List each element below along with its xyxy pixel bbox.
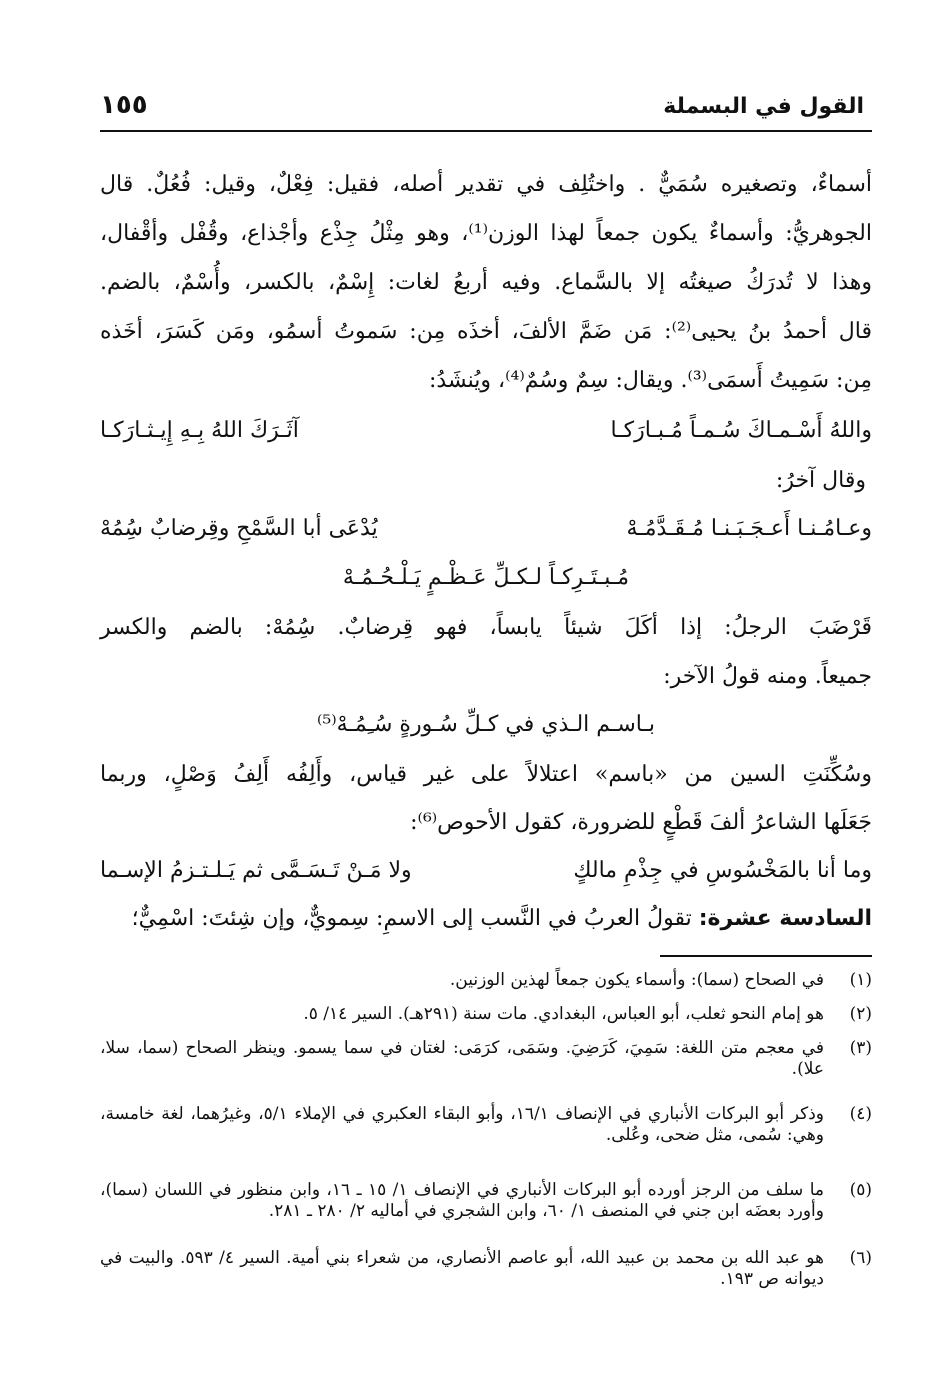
body-text: تقولُ العربُ في النَّسب إلى الاسمِ: سِمويٌّ، وإن شِئتَ: اسْمِيٌّ؛ — [131, 906, 692, 931]
footnote — [100, 1104, 872, 1164]
verse-hemistich: واللهُ أَسْـمـاكَ سُـمـاً مُـبـارَكـا — [610, 418, 872, 443]
verse-hemistich: وعـامُـنـا أَعـجَـبَـنـا مُـقَـدَّمُـهْ — [626, 516, 872, 541]
section-heading: السادسة عشرة: — [698, 906, 872, 931]
verse-hemistich: ولا مَـنْ تَـسَـمَّى ثم يَـلـتـزمُ الإسـما — [100, 858, 412, 883]
footnote-number: (٣) — [849, 1038, 872, 1058]
footnote — [100, 1248, 872, 1308]
body-line: جَعَلَها الشاعرُ ألفَ قَطْعٍ للضرورة، كقول الأحوص⁽⁶⁾: — [410, 810, 872, 835]
footnote — [100, 1180, 872, 1240]
footnote-number: (٦) — [849, 1248, 872, 1268]
verse-line — [100, 418, 872, 452]
running-header — [100, 88, 872, 132]
footnote-divider — [660, 955, 872, 957]
footnote — [100, 1004, 872, 1028]
body-line: وهذا لا تُدرَكُ صيغتُه إلا بالسَّماع. وفيه أربعُ لغات: إِسْمٌ، بالكسر، وأُسْمٌ، بالضم. — [100, 270, 872, 295]
footnote-number: (٤) — [849, 1104, 872, 1124]
body-line: وسُكِّنَتِ السين من «باسم» اعتلالاً على غير قياس، وأَلِفُه أَلِفُ وَصْلٍ، وربما — [100, 762, 872, 787]
verse-line — [100, 516, 872, 550]
chapter-title: القول في البسملة — [663, 94, 864, 119]
body-line: وقال آخرُ: — [775, 468, 866, 493]
verse-hemistich: آثَـرَكَ اللهُ بِـهِ إِيـثـارَكـا — [100, 418, 299, 443]
footnote-number: (١) — [849, 970, 872, 990]
body-line: مِن: سَمِيتُ أَسمَى⁽³⁾. ويقال: سِمٌ وسُمٌ⁽⁴⁾، ويُنشَدُ: — [429, 368, 872, 393]
footnote-text: هو إمام النحو ثعلب، أبو العباس، البغدادي. مات سنة (٢٩١هـ). السير ١٤/ ٥. — [303, 1004, 824, 1024]
verse-line: مُـبـتَـرِكـاً لـكـلِّ عَـظْـمٍ يَـلْـحُـمُـهْ — [342, 565, 630, 590]
footnote — [100, 970, 872, 994]
footnote-text: هو عبد الله بن محمد بن عبيد الله، أبو عاصم الأنصاري، من شعراء بني أمية. السير ٤/ ٥٩٣. والبيت في ديوانه ص ١٩٣. — [100, 1248, 824, 1290]
footnote-text: في معجم متن اللغة: سَمِيَ، كَرَضِيَ. وسَمَى، كرَمَى: لغتان في سما يسمو. وينظر الصحاح (سما، سلا، علا). — [100, 1038, 824, 1080]
body-line: الجوهريُّ: وأسماءٌ يكون جمعاً لهذا الوزن⁽¹⁾، وهو مِثْلُ جِذْع وأجْذاع، وقُفْل وأقْفال، — [100, 221, 873, 246]
body-line: قال أحمدُ بنُ يحيى⁽²⁾: مَن ضَمَّ الألفَ، أخذَه مِن: سَموتُ أسمُو، ومَن كَسَرَ، أخَذه — [100, 319, 872, 344]
footnote-number: (٢) — [849, 1004, 872, 1024]
footnote-text: ما سلف من الرجز أورده أبو البركات الأنباري في الإنصاف ١/ ١٥ ـ ١٦، وابن منظور في اللسان (سما)، وأورد بعضَه ابن جني في المنصف ١/ ٦٠، وابن الشجري في أماليه ٢/ ٢٨٠ ـ ٢٨١. — [100, 1180, 824, 1222]
footnote — [100, 1038, 872, 1094]
page-number: ١٥٥ — [100, 90, 148, 120]
verse-hemistich: وما أنا بالمَخْسُوسِ في جِذْمِ مالكٍ — [573, 858, 872, 883]
footnote-text: وذكر أبو البركات الأنباري في الإنصاف ١٦/١، وأبو البقاء العكبري في الإملاء ٥/١، وغيرُهما، لغة خامسة، وهي: سُمى، مثل ضحى، وعُلى. — [100, 1104, 824, 1146]
footnote-number: (٥) — [849, 1180, 872, 1200]
body-line — [100, 906, 872, 932]
footnote-text: في الصحاح (سما): وأسماء يكون جمعاً لهذين الوزنين. — [449, 970, 824, 990]
body-line: أسماءٌ، وتصغيره سُمَيٌّ . واختُلِف في تقدير أصله، فقيل: فِعْلٌ، وقيل: فُعُلٌ. قال — [100, 172, 872, 197]
verse-hemistich: يُدْعَى أبا السَّمْحِ وقِرضابٌ سُِمُهْ — [100, 516, 378, 541]
verse-line — [100, 858, 872, 892]
body-line: قَرْضَبَ الرجلُ: إذا أكَلَ شيئاً يابساً، فهو قِرضابٌ. سُِمُهْ: بالضم والكسر — [100, 615, 872, 640]
verse-line: بـاسـم الـذي في كـلِّ سُـورةٍ سُـِمُـهْ⁽⁵⁾ — [316, 712, 656, 737]
body-line: جميعاً. ومنه قولُ الآخر: — [663, 664, 872, 689]
